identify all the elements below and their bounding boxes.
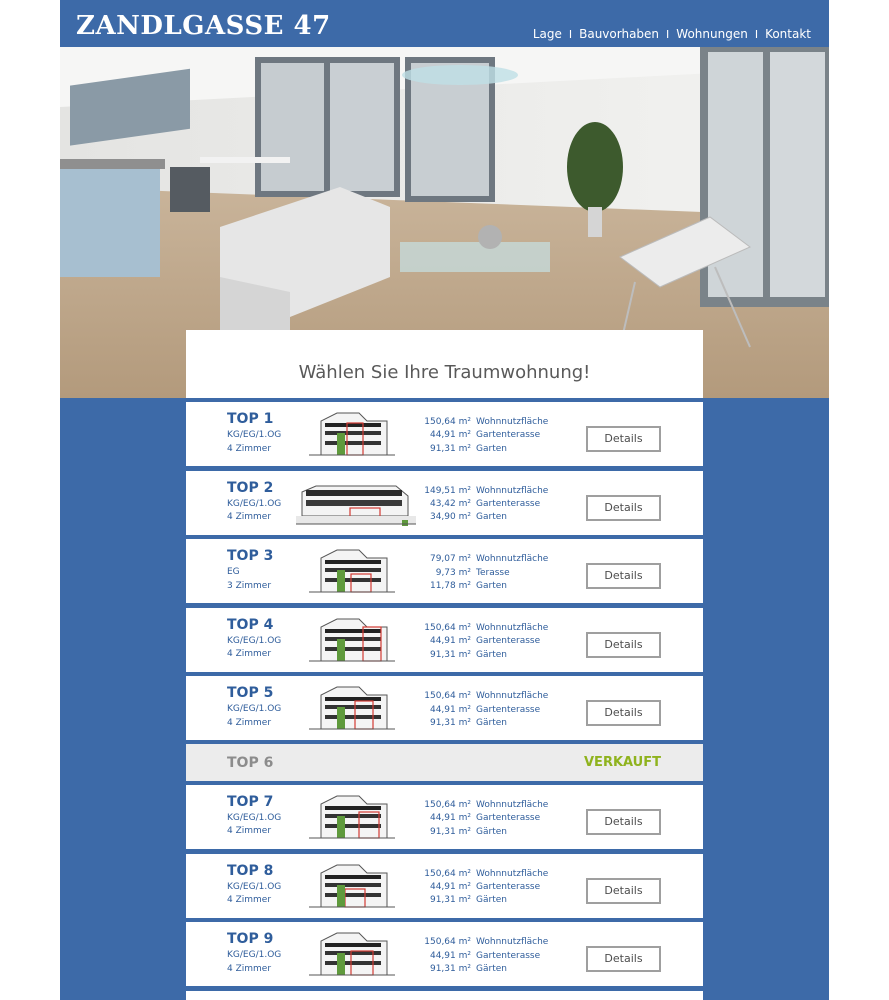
stat-line [411,416,548,429]
stat-value: 44,91 m² [429,430,471,441]
unit-floors: KG/EG/1.OG [227,430,282,440]
stat-value: 150,64 m² [424,622,471,633]
unit-rooms: 4 Zimmer [227,512,272,523]
site-logo[interactable]: ZANDLGASSE 47 [76,11,331,41]
unit-floors: KG/EG/1.OG [227,950,282,961]
stat-line [411,950,548,963]
stat-value: 79,07 m² [429,554,471,565]
apartment-row [186,676,703,740]
details-button[interactable]: Details [586,563,661,589]
site-header [60,0,829,47]
apartment-row [186,785,703,849]
heading-panel [186,330,703,398]
stat-value: 91,31 m² [429,963,471,974]
stat-label: Wohnnutzfläche [476,799,549,810]
stat-value: 91,31 m² [429,718,471,729]
unit-title: TOP 2 [227,479,274,496]
floorplan-thumbnail [307,859,397,914]
stat-label: Gärten [476,718,507,729]
details-button[interactable]: Details [586,632,661,658]
stat-label: Wohnnutzfläche [476,868,549,879]
apartment-row [186,854,703,918]
unit-rooms: 4 Zimmer [227,963,272,974]
stat-line [411,826,548,839]
stat-value: 44,91 m² [429,881,471,892]
stat-label: Garten [476,512,507,523]
stat-line [411,498,548,511]
nav-item-wohnungen[interactable]: Wohnungen [676,27,748,41]
stat-label: Wohnnutzfläche [476,554,549,565]
stat-value: 44,91 m² [429,636,471,647]
stat-label: Gärten [476,963,507,974]
stat-label: Gärten [476,649,507,660]
apartment-row [186,608,703,672]
stat-value: 43,42 m² [429,499,471,509]
stat-label: Gärten [476,895,507,906]
unit-stats [411,868,548,908]
details-button[interactable]: Details [586,809,661,835]
stat-label: Terasse [476,567,510,578]
apartment-row [186,471,703,535]
floorplan-thumbnail [307,613,397,668]
stat-label: Wohnnutzfläche [476,417,549,427]
stat-label: Gartenterasse [476,950,541,961]
unit-stats [411,799,548,839]
nav-separator: I [666,27,670,41]
unit-stats [411,485,548,525]
stat-line [411,622,548,635]
unit-rooms: 4 Zimmer [227,443,272,454]
nav-separator: I [754,27,759,41]
stat-line [411,799,548,812]
unit-floors: KG/EG/1.OG [227,704,282,715]
stat-line [411,936,548,949]
unit-info [227,949,281,976]
sold-badge: VERKAUFT [584,754,661,770]
unit-stats [411,690,548,730]
stat-label: Gartenterasse [476,704,541,715]
stat-line [411,963,548,976]
unit-rooms: 4 Zimmer [227,895,272,906]
stat-label: Wohnnutzfläche [476,622,549,633]
stat-value: 150,64 m² [424,799,471,810]
stat-value: 9,73 m² [435,567,471,578]
unit-floors: KG/EG/1.OG [227,881,282,892]
stat-value: 91,31 m² [429,895,471,906]
apartment-row-partial [186,991,703,1000]
unit-info [227,635,281,662]
unit-rooms: 4 Zimmer [227,826,272,837]
unit-info [227,812,281,839]
floorplan-thumbnail [307,407,397,462]
stat-line [411,649,548,662]
unit-info [227,429,281,456]
stat-value: 44,91 m² [429,950,471,961]
unit-rooms: 4 Zimmer [227,717,272,728]
details-button[interactable]: Details [586,426,661,452]
stat-label: Gartenterasse [476,499,541,509]
stat-line [411,717,548,730]
stat-line [411,881,548,894]
floorplan-thumbnail [307,790,397,845]
stat-line [411,429,548,442]
stat-label: Wohnnutzfläche [476,937,549,948]
unit-stats [411,936,548,976]
stat-line [411,812,548,825]
stat-value: 91,31 m² [429,826,471,837]
main-nav [533,27,811,41]
apartment-row [186,539,703,603]
unit-info [227,566,271,593]
page-heading: Wählen Sie Ihre Traumwohnung! [298,362,591,383]
stat-value: 91,31 m² [429,649,471,660]
details-button[interactable]: Details [586,946,661,972]
apartment-row [186,922,703,986]
stat-line [411,485,548,498]
unit-info [227,498,281,525]
page [60,0,829,1000]
stat-line [411,567,548,580]
stat-value: 44,91 m² [429,813,471,824]
stat-label: Wohnnutzfläche [476,485,549,496]
stat-label: Gartenterasse [476,636,541,647]
unit-stats [411,553,548,593]
floorplan-thumbnail [307,927,397,982]
unit-title: TOP 9 [227,931,274,948]
stat-value: 150,64 m² [424,417,471,427]
stat-line [411,443,548,456]
unit-rooms: 3 Zimmer [227,580,272,591]
unit-title: TOP 6 [227,754,274,771]
nav-item-bauvorhaben[interactable]: Bauvorhaben [579,27,660,41]
floorplan-thumbnail [307,544,397,599]
unit-title: TOP 7 [227,793,274,810]
stat-value: 149,51 m² [424,485,471,496]
unit-info [227,703,281,730]
nav-item-lage[interactable]: Lage [532,27,562,41]
unit-title: TOP 4 [227,616,274,633]
stat-line [411,704,548,717]
stat-value: 11,78 m² [429,581,471,591]
stat-label: Wohnnutzfläche [476,691,549,702]
unit-title: TOP 1 [227,411,274,427]
details-button[interactable]: Details [586,700,661,726]
stat-value: 91,31 m² [429,443,471,454]
apartment-row-sold [186,744,703,781]
unit-title: TOP 8 [227,862,274,879]
nav-separator: I [568,27,573,41]
unit-floors: EG [227,567,240,578]
unit-rooms: 4 Zimmer [227,649,272,660]
stat-label: Garten [476,443,507,454]
stat-line [411,690,548,703]
stat-line [411,635,548,648]
stat-label: Gartenterasse [476,430,541,441]
stat-label: Gartenterasse [476,813,541,824]
stat-line [411,580,548,593]
stat-value: 150,64 m² [424,691,471,702]
stat-label: Gartenterasse [476,881,541,892]
stat-value: 150,64 m² [424,937,471,948]
stat-label: Garten [476,581,507,591]
details-button[interactable]: Details [586,495,661,521]
unit-title: TOP 5 [227,685,274,702]
stat-line [411,511,548,524]
unit-title: TOP 3 [227,548,274,565]
unit-floors: KG/EG/1.OG [227,498,282,509]
stat-value: 34,90 m² [429,512,471,523]
floorplan-thumbnail [307,681,397,736]
stat-value: 44,91 m² [429,704,471,715]
apartment-row [186,402,703,466]
unit-floors: KG/EG/1.OG [227,812,282,823]
unit-stats [411,416,548,456]
unit-info [227,881,281,908]
stat-line [411,868,548,881]
floorplan-thumbnail [296,476,416,531]
apartment-list [186,402,703,1000]
stat-label: Gärten [476,826,507,837]
stat-line [411,894,548,907]
details-button[interactable]: Details [586,878,661,904]
stat-line [411,553,548,566]
nav-item-kontakt[interactable]: Kontakt [765,27,811,41]
unit-stats [411,622,548,662]
stat-value: 150,64 m² [424,868,471,879]
unit-floors: KG/EG/1.OG [227,635,282,646]
